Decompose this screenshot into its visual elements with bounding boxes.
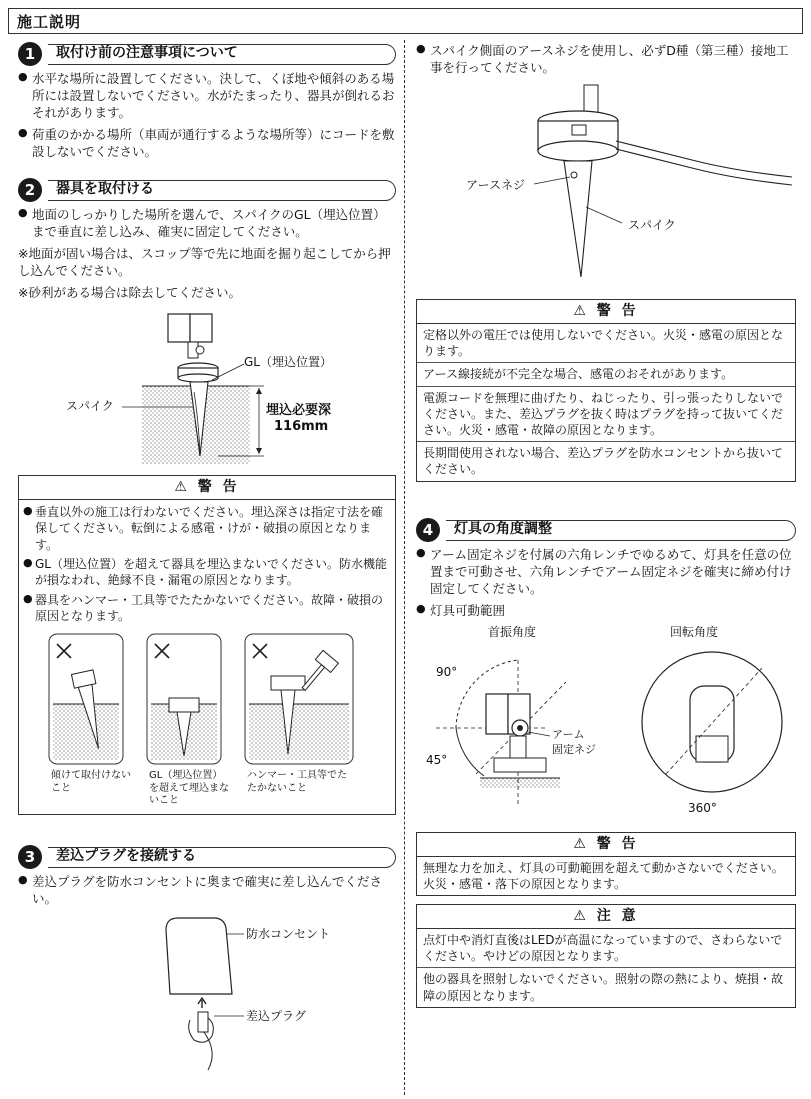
- s4-caution-item-2: 他の器具を照射しないでください。照射の際の熱により、焼損・故障の原因となります。: [423, 972, 784, 1003]
- outlet-label: 防水コンセント: [246, 927, 331, 942]
- s2-warning-bullet-2: ● GL（埋込位置）を超えて器具を埋込まないでください。防水機能が損なわれ、絶縁不良・漏電の原因となります。: [23, 556, 391, 589]
- warning-icon: ⚠: [174, 479, 198, 495]
- caption-2: GL（埋込位置）を超えて埋込まないこと: [149, 770, 229, 807]
- depth-value: 116mm: [274, 419, 329, 434]
- gl-label: GL（埋込位置）: [244, 355, 332, 369]
- section-2-title: 器具を取付ける: [56, 181, 154, 197]
- plug-label: 差込プラグ: [246, 1009, 307, 1024]
- depth-label: 埋込必要深: [266, 403, 332, 418]
- spike-install-figure: [18, 306, 396, 471]
- plug-diagram: [18, 912, 396, 1072]
- page-title: 施工説明: [17, 13, 82, 31]
- spike-diagram: [18, 306, 396, 471]
- caption-3: ハンマー・工具等でたたかないこと: [247, 770, 347, 794]
- right-warning-item-2: アース線接続が不完全な場合、感電のおそれがあります。: [417, 363, 795, 386]
- page-header: [8, 8, 803, 34]
- earth-screw-label: アースネジ: [466, 178, 526, 192]
- angle-diagram: [416, 624, 796, 820]
- deg-360: 360°: [688, 800, 717, 815]
- right-warning-item-3: 電源コードを無理に曲げたり、ねじったり、引っ張ったりしないでください。また、差込プラグを抜く時はプラグを持って抜いてください。火災・感電・故障の原因となります。: [417, 387, 795, 443]
- section-4-heading: [416, 518, 796, 544]
- warning-icon: ⚠: [573, 835, 597, 852]
- warning-icon: ⚠: [573, 303, 597, 319]
- earth-figure: [416, 81, 796, 291]
- s4-caution-item-1: 点灯中や消灯直後はLEDが高温になっていますので、さわらないでください。やけどの原因となります。: [417, 929, 795, 968]
- section-2-number: 2: [18, 178, 42, 202]
- caution-icon: ⚠: [573, 907, 597, 924]
- right-warning-item-1: 定格以外の電圧では使用しないでください。火災・感電の原因となります。: [417, 324, 795, 363]
- s2-note-1: ※地面が固い場合は、スコップ等で先に地面を掘り起こしてから押し込んでください。: [18, 246, 391, 278]
- spike-label: スパイク: [66, 399, 114, 413]
- right-warning-title: 警 告: [596, 303, 639, 319]
- s4-caution-box: [416, 904, 796, 1008]
- s1-bullet-2: ● 荷重のかかる場所（車両が通行するような場所等）にコードを敷設しないでください。: [18, 126, 396, 160]
- deg-90: 90°: [436, 664, 458, 679]
- section-4-title: 灯具の角度調整: [454, 520, 552, 537]
- earth-bullet: ● スパイク側面のアースネジを使用し、必ずD種（第三種）接地工事を行ってください。: [416, 42, 796, 76]
- section-3-number: 3: [18, 845, 42, 869]
- s4-warning-box: [416, 832, 796, 896]
- section-2-heading: [18, 178, 396, 204]
- s1-bullet-1: ● 水平な場所に設置してください。決して、くぼ地や傾斜のある場所には設置しないでください。水がたまったり、器具が倒れるおそれがあります。: [18, 70, 396, 121]
- right-spike-label: スパイク: [628, 218, 676, 232]
- deg-45: 45°: [426, 752, 448, 767]
- s2-note-2: ※砂利がある場合は除去してください。: [18, 285, 241, 300]
- s2-warning-bullet-1: ● 垂直以外の施工は行わないでください。埋込深さは指定寸法を確保してください。転倒による感電・けが・破損の原因となります。: [23, 504, 391, 553]
- plug-figure: [18, 912, 396, 1072]
- tilt-title: 首振角度: [488, 624, 537, 639]
- s4-bullet-2: ● 灯具可動範囲: [416, 602, 796, 619]
- section-3-title: 差込プラグを接続する: [56, 848, 196, 865]
- prohibited-examples: [23, 630, 391, 808]
- arm-label-1: アーム: [552, 727, 585, 741]
- right-warning-box: [416, 299, 796, 482]
- s2-warning-title: 警 告: [197, 479, 240, 495]
- s4-caution-title: 注 意: [596, 907, 639, 924]
- s2-warning-box: [18, 475, 396, 815]
- section-4-number: 4: [416, 518, 440, 542]
- right-column: [416, 42, 796, 1008]
- s2-bullet-1: ● 地面のしっかりした場所を選んで、スパイクのGL（埋込位置）まで垂直に差し込み、確実に固定してください。: [18, 206, 396, 240]
- section-1-number: 1: [18, 42, 42, 66]
- section-1-heading: [18, 42, 396, 68]
- section-1-title: 取付け前の注意事項について: [56, 45, 238, 61]
- section-3-heading: [18, 845, 396, 871]
- right-warning-item-4: 長期間使用されない場合、差込プラグを防水コンセントから抜いてください。: [423, 446, 784, 477]
- angle-figure: [416, 624, 796, 820]
- s4-warning-title: 警 告: [596, 835, 639, 852]
- left-column: [18, 42, 396, 1072]
- caption-1: 傾けて取付けないこと: [51, 770, 131, 794]
- arm-label-2: 固定ネジ: [552, 742, 596, 756]
- s3-bullet-1: ● 差込プラグを防水コンセントに奥まで確実に差し込んでください。: [18, 873, 396, 907]
- s2-warning-bullet-3: ● 器具をハンマー・工具等でたたかないでください。故障・破損の原因となります。: [23, 592, 391, 625]
- rotate-title: 回転角度: [670, 624, 719, 639]
- s4-bullet-1: ● アーム固定ネジを付属の六角レンチでゆるめて、灯具を任意の位置まで可動させ、六角レンチでアーム固定ネジを確実に締め付け固定してください。: [416, 546, 796, 597]
- s4-warning-item-1: 無理な力を加え、灯具の可動範囲を超えて動かさないでください。火災・感電・落下の原因となります。: [423, 860, 784, 891]
- column-divider: [404, 40, 405, 1095]
